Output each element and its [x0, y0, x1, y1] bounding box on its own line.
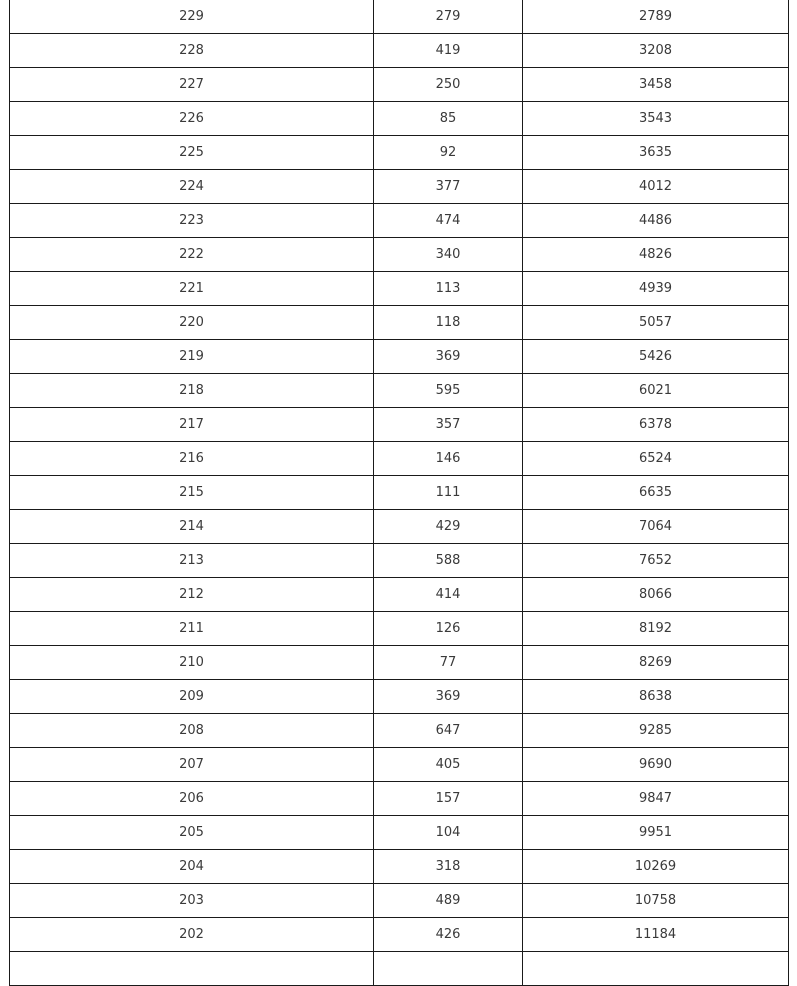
count-cell: 595 [374, 374, 523, 408]
score-table [9, 0, 789, 986]
cumulative-cell: 8066 [523, 578, 789, 612]
score-cell: 217 [10, 408, 374, 442]
table-row [10, 476, 789, 510]
score-cell: 229 [10, 0, 374, 34]
cumulative-cell: 4012 [523, 170, 789, 204]
cumulative-cell: 5057 [523, 306, 789, 340]
table-row [10, 68, 789, 102]
cumulative-cell: 2789 [523, 0, 789, 34]
count-cell: 419 [374, 34, 523, 68]
score-cell: 220 [10, 306, 374, 340]
cumulative-cell: 5426 [523, 340, 789, 374]
count-cell: 647 [374, 714, 523, 748]
table-row [10, 306, 789, 340]
cumulative-cell: 6021 [523, 374, 789, 408]
count-cell: 126 [374, 612, 523, 646]
count-cell: 357 [374, 408, 523, 442]
score-cell: 219 [10, 340, 374, 374]
table-row [10, 544, 789, 578]
table-row [10, 680, 789, 714]
table-row [10, 714, 789, 748]
cumulative-cell: 10269 [523, 850, 789, 884]
cumulative-cell: 4939 [523, 272, 789, 306]
count-cell: 92 [374, 136, 523, 170]
count-cell: 405 [374, 748, 523, 782]
cumulative-cell: 11184 [523, 918, 789, 952]
count-cell: 118 [374, 306, 523, 340]
score-cell: 216 [10, 442, 374, 476]
table-row [10, 442, 789, 476]
score-cell: 218 [10, 374, 374, 408]
score-table-body [10, 0, 789, 986]
score-cell: 202 [10, 918, 374, 952]
score-cell: 212 [10, 578, 374, 612]
table-row [10, 884, 789, 918]
score-cell: 209 [10, 680, 374, 714]
cumulative-cell: 9690 [523, 748, 789, 782]
table-row [10, 238, 789, 272]
table-row [10, 918, 789, 952]
cumulative-cell: 4486 [523, 204, 789, 238]
score-cell: 211 [10, 612, 374, 646]
count-cell: 588 [374, 544, 523, 578]
cumulative-cell: 7064 [523, 510, 789, 544]
score-cell: 225 [10, 136, 374, 170]
count-cell: 85 [374, 102, 523, 136]
count-cell: 429 [374, 510, 523, 544]
score-cell: 227 [10, 68, 374, 102]
count-cell: 377 [374, 170, 523, 204]
count-cell: 426 [374, 918, 523, 952]
count-cell: 250 [374, 68, 523, 102]
cumulative-cell: 3635 [523, 136, 789, 170]
score-cell: 215 [10, 476, 374, 510]
count-cell: 340 [374, 238, 523, 272]
score-cell: 213 [10, 544, 374, 578]
table-row [10, 646, 789, 680]
count-cell: 414 [374, 578, 523, 612]
table-row [10, 510, 789, 544]
cumulative-cell: 3458 [523, 68, 789, 102]
cumulative-cell: 9847 [523, 782, 789, 816]
score-cell: 208 [10, 714, 374, 748]
table-row [10, 102, 789, 136]
cumulative-cell: 8192 [523, 612, 789, 646]
score-cell: 228 [10, 34, 374, 68]
score-cell: 222 [10, 238, 374, 272]
count-cell: 279 [374, 0, 523, 34]
count-cell: 318 [374, 850, 523, 884]
cumulative-cell: 4826 [523, 238, 789, 272]
table-row [10, 170, 789, 204]
cumulative-cell: 9951 [523, 816, 789, 850]
table-row [10, 748, 789, 782]
count-cell: 111 [374, 476, 523, 510]
table-row [10, 34, 789, 68]
table-row [10, 782, 789, 816]
table-row [10, 408, 789, 442]
score-cell: 221 [10, 272, 374, 306]
score-cell: 207 [10, 748, 374, 782]
table-row [10, 850, 789, 884]
score-cell: 203 [10, 884, 374, 918]
cumulative-cell: 6635 [523, 476, 789, 510]
cumulative-cell: 6524 [523, 442, 789, 476]
table-row [10, 340, 789, 374]
count-cell: 489 [374, 884, 523, 918]
count-cell: 77 [374, 646, 523, 680]
score-cell: 214 [10, 510, 374, 544]
count-cell: 369 [374, 340, 523, 374]
cumulative-cell: 8638 [523, 680, 789, 714]
table-row [10, 204, 789, 238]
table-row [10, 136, 789, 170]
count-cell: 474 [374, 204, 523, 238]
cumulative-cell: 3208 [523, 34, 789, 68]
table-row [10, 816, 789, 850]
score-cell: 226 [10, 102, 374, 136]
cumulative-cell: 7652 [523, 544, 789, 578]
score-cell: 205 [10, 816, 374, 850]
cumulative-cell: 8269 [523, 646, 789, 680]
score-table-container [9, 0, 788, 986]
cumulative-cell: 3543 [523, 102, 789, 136]
score-cell: 210 [10, 646, 374, 680]
cumulative-cell: 10758 [523, 884, 789, 918]
table-row [10, 612, 789, 646]
score-cell: 206 [10, 782, 374, 816]
score-cell: 223 [10, 204, 374, 238]
score-cell: 224 [10, 170, 374, 204]
score-cell: 204 [10, 850, 374, 884]
count-cell: 157 [374, 782, 523, 816]
table-row [10, 374, 789, 408]
table-row [10, 578, 789, 612]
table-row [10, 272, 789, 306]
count-cell: 104 [374, 816, 523, 850]
count-cell: 146 [374, 442, 523, 476]
cumulative-cell: 9285 [523, 714, 789, 748]
count-cell: 369 [374, 680, 523, 714]
count-cell: 113 [374, 272, 523, 306]
table-row [10, 0, 789, 34]
cumulative-cell: 6378 [523, 408, 789, 442]
